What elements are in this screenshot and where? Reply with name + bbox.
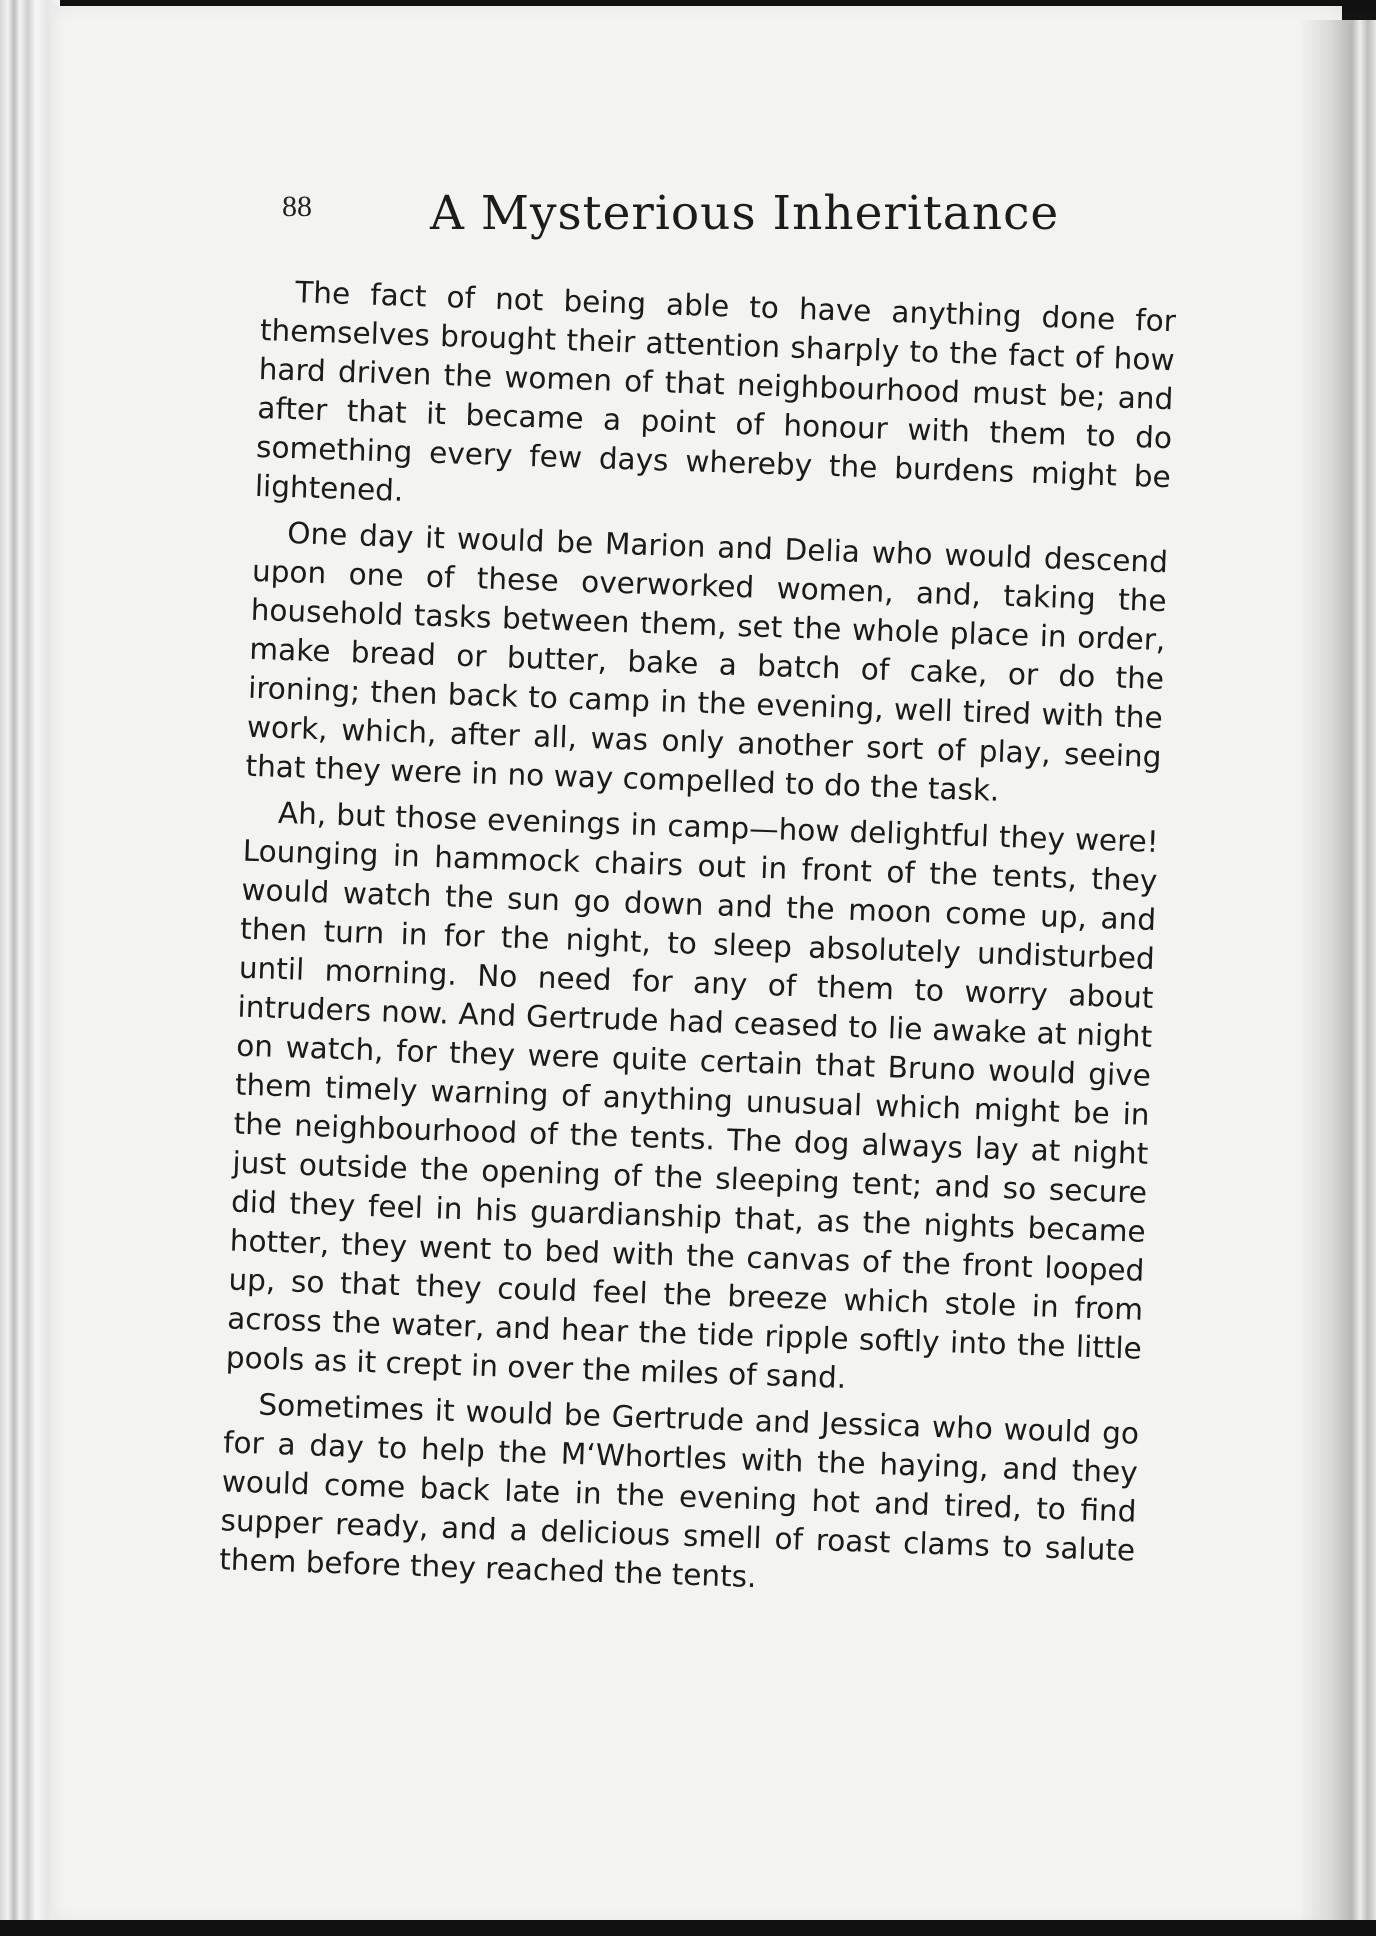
paragraph: Ah, but those evenings in camp—how delightful they were! Lounging in hammock chairs out in front of the tents, they would watch the sun go down and the moon come up, and then turn in for the night, to sleep absolutely undisturbed until morning. No need for any of them to worry about intruders now. And Gertrude had ceased to lie awake at night on watch, for they were quite certain that Bruno would give them timely warning of anything unusual which might be in the neighbourhood of the tents. The dog always lay at night just outside the opening of the sleeping tent; and so secure did they feel in his guardianship that, as the nights became hotter, they went to bed with the canvas of the front looped up, so that they could feel the breeze which stole in from across the water, and hear the tide ripple softly into the little pools as it crept in over the miles of sand. (225, 795, 1160, 1395)
paragraph: The fact of not being able to have anything done for themselves brought their attention sharply to the fact of how hard driven the women of that neighbourhood must be; and after that it became a point of honour with them to do something every few days whereby the burdens might be lightened. (254, 275, 1177, 508)
scan-bottom-border (0, 1920, 1376, 1936)
running-title: A Mysterious Inheritance (430, 186, 1060, 241)
page-gutter-shadow (1300, 20, 1376, 1920)
body-text (218, 272, 1176, 1617)
page-number: 88 (282, 190, 312, 223)
paragraph: One day it would be Marion and Delia who would descend upon one of these overworked women, and, taking the household tasks between them, set the whole place in order, make bread or butter, bake a batch of cake, or do the ironing; then back to camp in the evening, well tired with the work, which, after all, was only another sort of play, seeing that they were in no way compelled to do the task. (245, 515, 1169, 808)
book-page-edges (0, 0, 60, 1936)
paragraph: Sometimes it would be Gertrude and Jessica who would go for a day to help the M‘Whortles with the haying, and they would come back late in the evening hot and tired, to find supper ready, and a delicious smell of roast clams to salute them before they reached the tents. (218, 1387, 1140, 1595)
